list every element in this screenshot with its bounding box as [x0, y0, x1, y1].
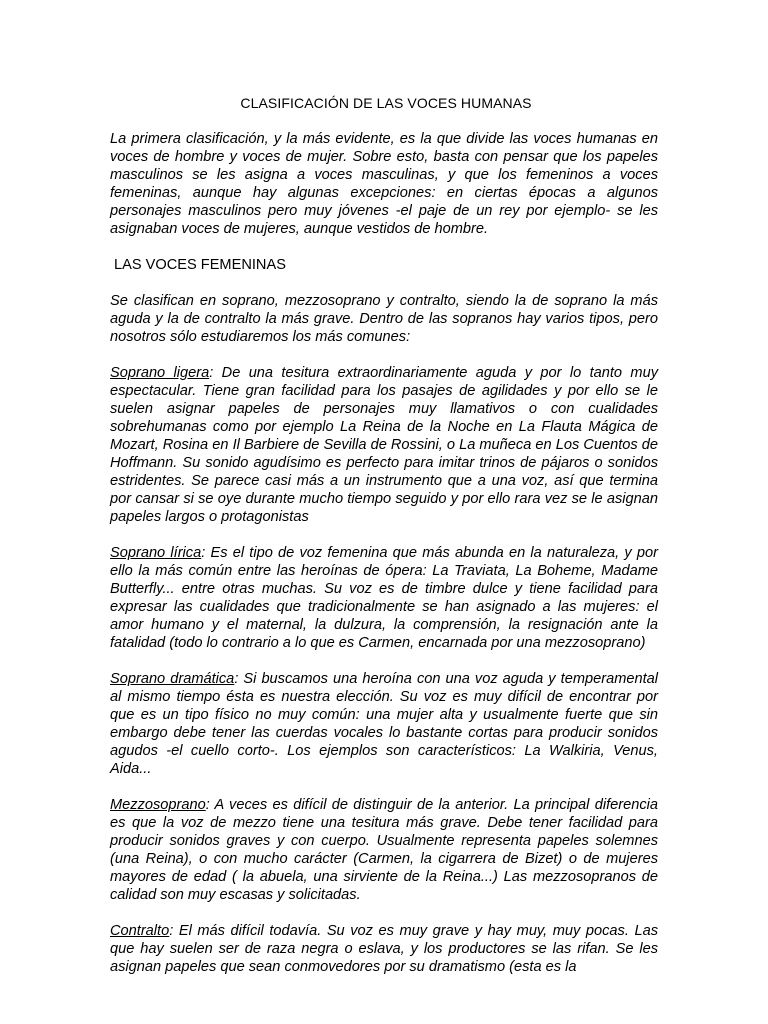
- section-intro-paragraph: Se clasifican en soprano, mezzosoprano y contralto, siendo la de soprano la más aguda y la de contralto la más grave. Dentro de las sopranos hay varios tipos, pero nosotros sólo estudiaremos los más comunes:: [110, 293, 658, 345]
- entry-term: Mezzosoprano: [110, 797, 206, 813]
- entry-soprano-lirica: [110, 544, 658, 652]
- section-heading: LAS VOCES FEMENINAS: [114, 257, 286, 273]
- entry-contralto: [110, 922, 658, 976]
- entry-text: : El más difícil todavía. Su voz es muy grave y hay muy, muy pocas. Las que hay suelen ser de raza negra o eslava, y los productores se las rifan. Se les asignan papeles que sean conmovedores por su dramatismo (esta es la: [110, 923, 658, 975]
- page-title: CLASIFICACIÓN DE LAS VOCES HUMANAS: [240, 95, 532, 111]
- entry-term: Soprano dramática: [110, 671, 235, 687]
- entry-soprano-dramatica: [110, 670, 658, 778]
- entry-soprano-ligera: [110, 364, 658, 526]
- entry-term: Soprano ligera: [110, 365, 210, 381]
- entry-term: Soprano lírica: [110, 545, 202, 561]
- entry-text: : De una tesitura extraordinariamente aguda y por lo tanto muy espectacular. Tiene gran facilidad para los pasajes de agilidades y por ello se le suelen asignar papeles de personajes muy llamativos o con cualidades sobrehumanas como por ejemplo La Reina de la Noche en La Flauta Mágica de Mozart, Rosina en Il Barbiere de Sevilla de Rossini, o La muñeca en Los Cuentos de Hoffmann. Su sonido agudísimo es perfecto para imitar trinos de pájaros o sonidos estridentes. Se parece casi más a un instrumento que a una voz, así que termina por cansar si se oye durante mucho tiempo seguido y por ello rara vez se le asignan papeles largos o protagonistas: [110, 365, 658, 525]
- entry-text: : Es el tipo de voz femenina que más abunda en la naturaleza, y por ello la más común entre las heroínas de ópera: La Traviata, La Boheme, Madame Butterfly... entre otras muchas. Su voz es de timbre dulce y tiene facilidad para expresar las cualidades que tradicionalmente se han asignado a las mujeres: el amor humano y el maternal, la dulzura, la comprensión, la resignación ante la fatalidad (todo lo contrario a lo que es Carmen, encarnada por una mezzosoprano): [110, 545, 658, 651]
- entry-text: : Si buscamos una heroína con una voz aguda y temperamental al mismo tiempo ésta es nuestra elección. Su voz es muy difícil de encontrar por que es un tipo físico no muy común: una mujer alta y usualmente fuerte que sin embargo debe tener las cuerdas vocales lo bastante cortas para producir sonidos agudos -el cuello corto-. Los ejemplos son característicos: La Walkiria, Venus, Aida...: [110, 671, 658, 777]
- entry-mezzosoprano: [110, 796, 658, 904]
- intro-paragraph: La primera clasificación, y la más evidente, es la que divide las voces humanas en voces de hombre y voces de mujer. Sobre esto, basta con pensar que los papeles masculinos se les asigna a voces masculinas, y que los femeninos a voces femeninas, aunque hay algunas excepciones: en ciertas épocas a algunos personajes masculinos pero muy jóvenes -el paje de un rey por ejemplo- se les asignaban voces de mujeres, aunque vestidos de hombre.: [110, 131, 658, 237]
- entry-text: : A veces es difícil de distinguir de la anterior. La principal diferencia es que la voz de mezzo tiene una tesitura más grave. Debe tener facilidad para producir sonidos graves y con cuerpo. Usualmente representa papeles solemnes (una Reina), o con mucho carácter (Carmen, la cigarrera de Bizet) o de mujeres mayores de edad ( la abuela, una sirviente de la Reina...) Las mezzosopranos de calidad son muy escasas y solicitadas.: [110, 797, 658, 903]
- document-page: [110, 94, 658, 994]
- entry-term: Contralto: [110, 923, 170, 939]
